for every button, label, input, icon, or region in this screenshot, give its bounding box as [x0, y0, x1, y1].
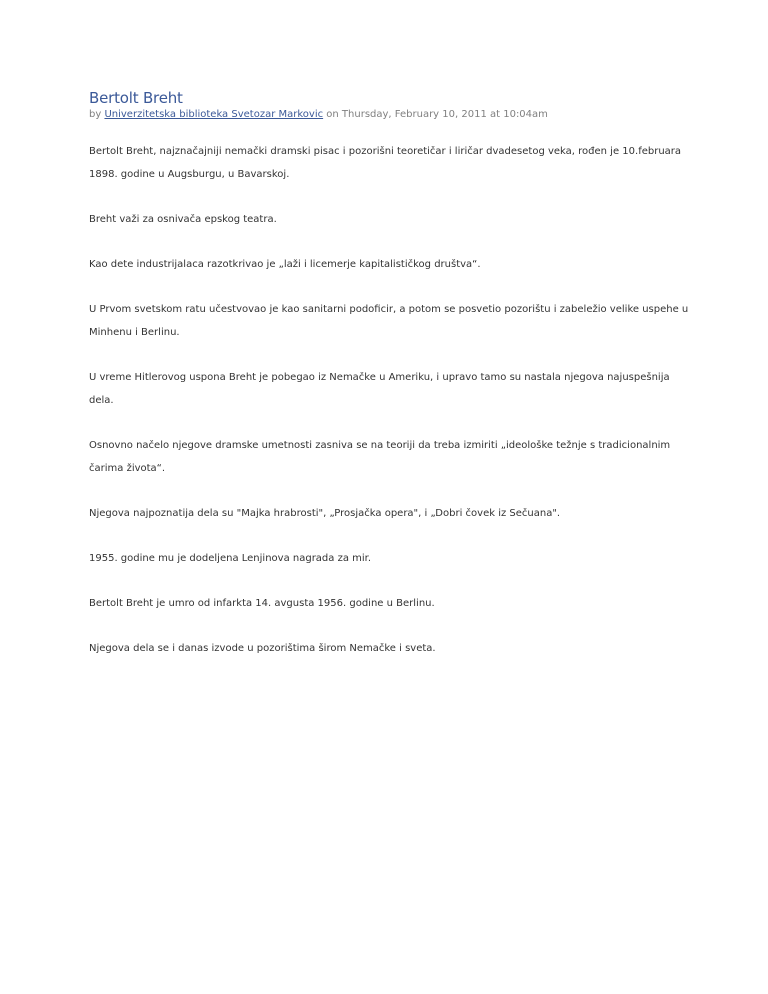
post-body — [89, 140, 689, 660]
paragraph: Breht važi za osnivača epskog teatra. — [89, 214, 277, 225]
byline-date: on Thursday, February 10, 2011 at 10:04am — [326, 109, 548, 120]
paragraph: Njegova dela se i danas izvode u pozorištima širom Nemačke i sveta. — [89, 643, 436, 654]
paragraph: Kao dete industrijalaca razotkrivao je „laži i licemerje kapitalističkog društva“. — [89, 259, 481, 270]
byline-prefix: by — [89, 109, 102, 120]
paragraph: Bertolt Breht je umro od infarkta 14. avgusta 1956. godine u Berlinu. — [89, 598, 435, 609]
paragraph: Osnovno načelo njegove dramske umetnosti zasniva se na teoriji da treba izmiriti „ideološke težnje s tradicionalnim čarima života“. — [89, 440, 671, 474]
post-byline — [89, 108, 689, 122]
post-title: Bertolt Breht — [89, 89, 183, 107]
author-link[interactable]: Univerzitetska biblioteka Svetozar Markovic — [104, 109, 324, 120]
paragraph: Bertolt Breht, najznačajniji nemački dramski pisac i pozorišni teoretičar i liričar dvadesetog veka, rođen je 10.februara 1898. godine u Augsburgu, u Bavarskoj. — [89, 146, 682, 180]
paragraph: U vreme Hitlerovog uspona Breht je pobegao iz Nemačke u Ameriku, i upravo tamo su nastala njegova najuspešnija dela. — [89, 372, 670, 406]
paragraph: 1955. godine mu je dodeljena Lenjinova nagrada za mir. — [89, 553, 372, 564]
post — [89, 88, 689, 682]
paragraph: U Prvom svetskom ratu učestvovao je kao sanitarni podoficir, a potom se posvetio pozorištu i zabeležio velike uspehe u Minhenu i Berlinu. — [89, 304, 689, 338]
paragraph: Njegova najpoznatija dela su "Majka hrabrosti", „Prosjačka opera", i „Dobri čovek iz Sečuana". — [89, 508, 561, 519]
